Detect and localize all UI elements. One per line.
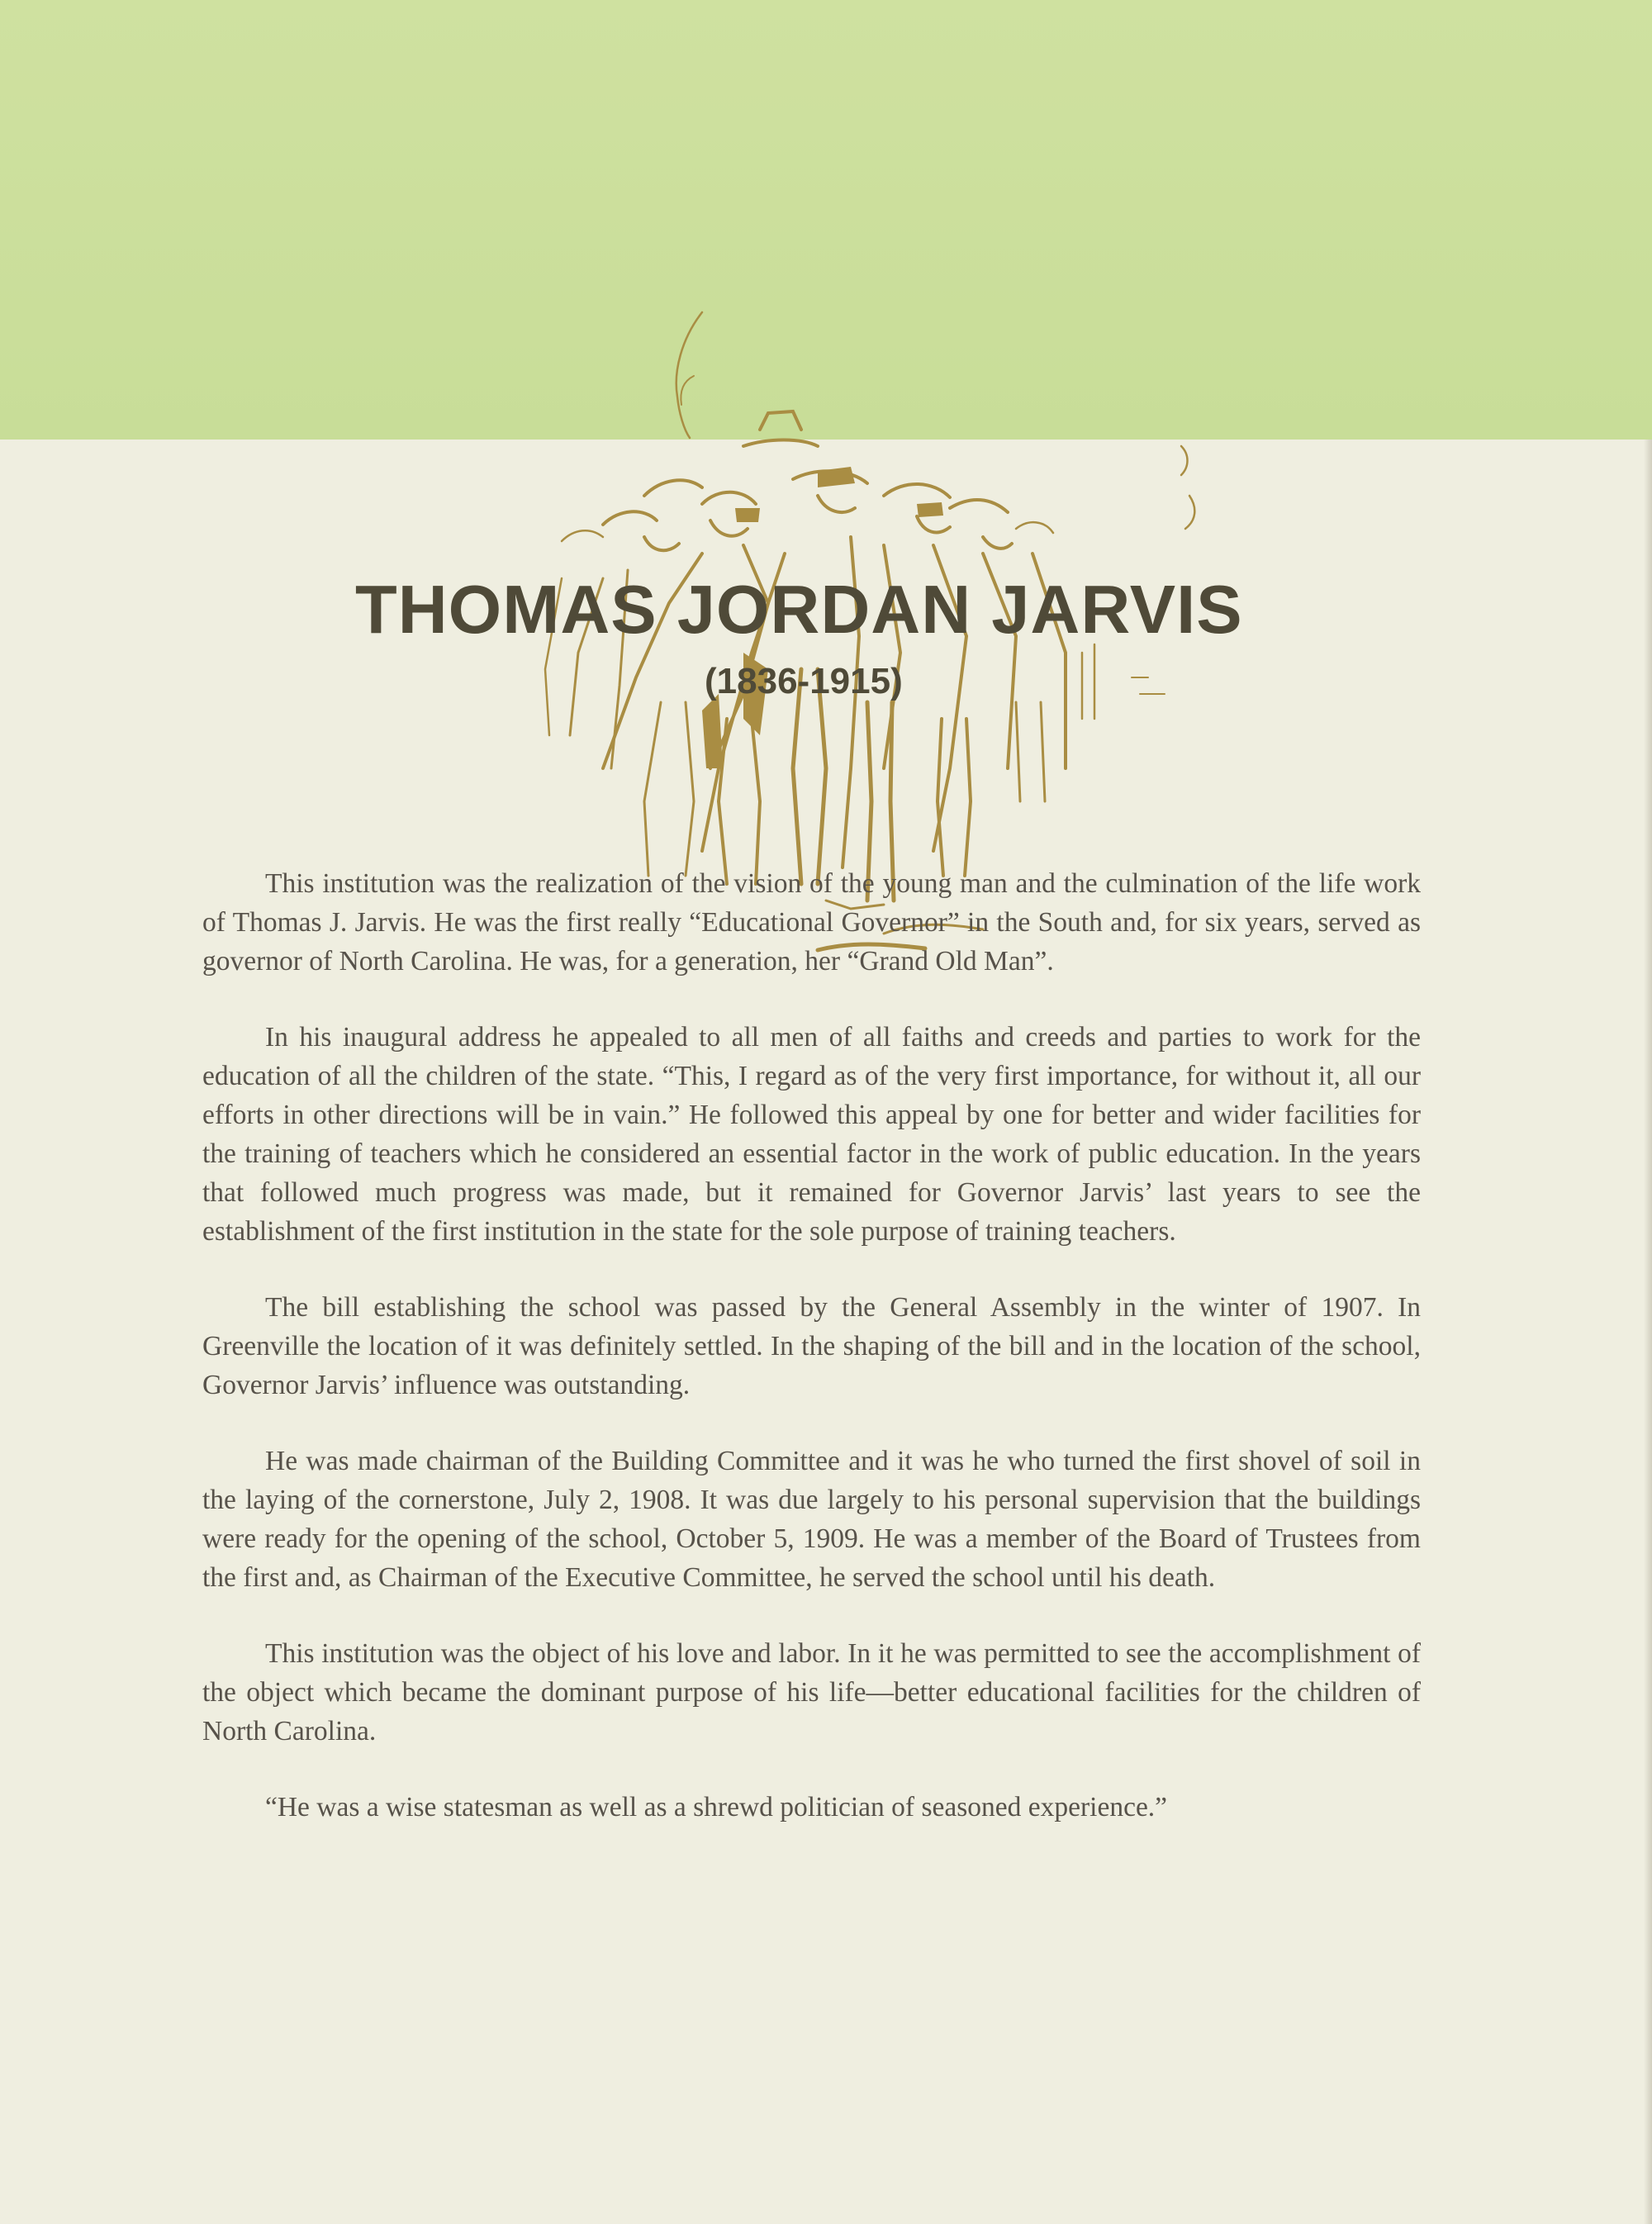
paragraph: He was made chairman of the Building Committee and it was he who turned the first shovel of soil in the laying of the cornerstone, July 2, 1908. It was due largely to his personal supervision that the buildings were ready for the opening of the school, October 5, 1909. He was a member of the Board of Trustees from the first and, as Chairman of the Executive Committee, he served the school until his death.: [202, 1446, 1421, 1593]
paragraph: In his inaugural address he appealed to all men of all faiths and creeds and parties to work for the education of all the children of the state. “This, I regard as of the very first importance, for without it, all our efforts in other directions will be in vain.” He followed this appeal by one for better and wider facilities for the training of teachers which he considered an essential factor in the work of public education. In the years that followed much progress was made, but it remained for Governor Jarvis’ last years to see the establishment of the first institution in the state for the sole purpose of training teachers.: [202, 1022, 1421, 1247]
paragraph: This institution was the object of his love and labor. In it he was permitted to see the accomplishment of the object which became the dominant purpose of his life—better educational facilities for the children of North Carolina.: [202, 1638, 1421, 1746]
page-edge-shadow: [1644, 440, 1652, 2224]
body-text: [202, 864, 1421, 1864]
paragraph: This institution was the realization of the vision of the young man and the culmination of the life work of Thomas J. Jarvis. He was the first really “Educational Governor” in the South and, for six years, served as governor of North Carolina. He was, for a generation, her “Grand Old Man”.: [202, 868, 1421, 977]
closing-quote: “He was a wise statesman as well as a shrewd politician of seasoned experience.”: [265, 1792, 1168, 1822]
paragraph: The bill establishing the school was passed by the General Assembly in the winter of 1907. In Greenville the location of it was definitely settled. In the shaping of the bill and in the location of the school, Governor Jarvis’ influence was outstanding.: [202, 1292, 1421, 1400]
page-title: THOMAS JORDAN JARVIS: [355, 571, 1243, 648]
life-dates: (1836-1915): [705, 661, 903, 701]
